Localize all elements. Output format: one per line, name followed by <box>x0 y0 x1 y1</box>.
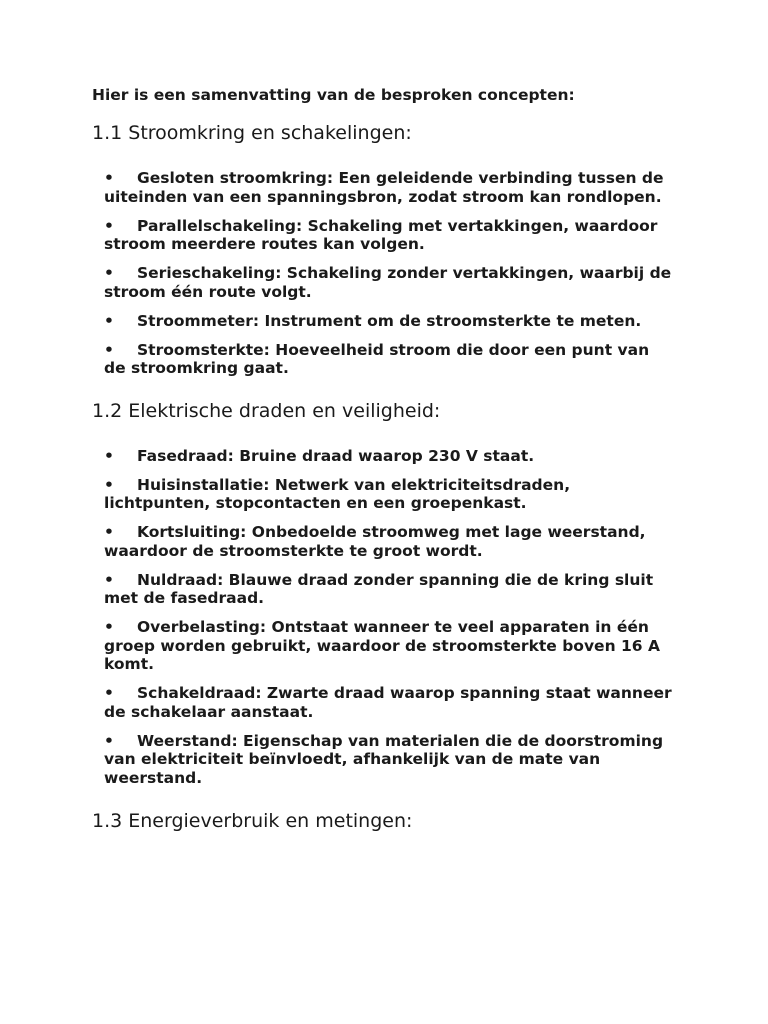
list-item-text: Fasedraad: Bruine draad waarop 230 V staat. <box>137 446 535 465</box>
section-heading-energieverbruik: 1.3 Energieverbruik en metingen: <box>92 810 413 832</box>
intro-text: Hier is een samenvatting van de besproken concepten: <box>92 86 575 104</box>
list-item-text: Stroommeter: Instrument om de stroomsterkte te meten. <box>137 311 642 330</box>
list-item <box>104 312 672 331</box>
bullet-icon: • <box>104 264 114 282</box>
list-item-text: Gesloten stroomkring: Een geleidende verbinding tussen de uiteinden van een spanningsbron, zodat stroom kan rondlopen. <box>104 169 664 206</box>
bullet-icon: • <box>104 340 114 359</box>
bullet-icon: • <box>104 475 114 494</box>
bullet-icon: • <box>104 311 114 330</box>
document-page <box>92 84 672 834</box>
bullet-icon: • <box>104 216 114 235</box>
bullet-list-stroomkring <box>92 169 672 378</box>
bullet-icon: • <box>104 618 114 636</box>
list-item-text: Weerstand: Eigenschap van materialen die de doorstroming van elektriciteit beïnvloedt, afhankelijk van de mate van weerstand. <box>104 731 664 787</box>
list-item <box>104 264 672 301</box>
bullet-icon: • <box>104 169 114 187</box>
bullet-list-draden <box>92 447 672 788</box>
list-item <box>104 217 672 254</box>
bullet-icon: • <box>104 731 114 750</box>
list-item <box>104 476 672 513</box>
list-item-text: Nuldraad: Blauwe draad zonder spanning die de kring sluit met de fasedraad. <box>104 570 654 607</box>
list-item <box>104 341 672 378</box>
section-heading-stroomkring: 1.1 Stroomkring en schakelingen: <box>92 122 412 144</box>
list-item-text: Serieschakeling: Schakeling zonder vertakkingen, waarbij de stroom één route volgt. <box>104 264 672 301</box>
list-item-text: Kortsluiting: Onbedoelde stroomweg met lage weerstand, waardoor de stroomsterkte te groot wordt. <box>104 523 646 560</box>
list-item <box>104 523 672 560</box>
list-item <box>104 618 672 674</box>
bullet-icon: • <box>104 684 114 702</box>
bullet-icon: • <box>104 570 114 589</box>
list-item <box>104 447 672 466</box>
list-item-text: Huisinstallatie: Netwerk van elektriciteitsdraden, lichtpunten, stopcontacten en een groepenkast. <box>104 475 571 512</box>
list-item <box>104 571 672 608</box>
list-item-text: Stroomsterkte: Hoeveelheid stroom die door een punt van de stroomkring gaat. <box>104 340 650 377</box>
list-item-text: Overbelasting: Ontstaat wanneer te veel apparaten in één groep worden gebruikt, waardoor de stroomsterkte boven 16 A komt. <box>104 618 660 673</box>
list-item <box>104 732 672 788</box>
list-item-text: Schakeldraad: Zwarte draad waarop spanning staat wanneer de schakelaar aanstaat. <box>104 684 672 721</box>
list-item <box>104 684 672 721</box>
list-item-text: Parallelschakeling: Schakeling met vertakkingen, waardoor stroom meerdere routes kan volgen. <box>104 216 658 253</box>
section-heading-draden: 1.2 Elektrische draden en veiligheid: <box>92 399 441 422</box>
bullet-icon: • <box>104 446 114 465</box>
list-item <box>104 169 672 206</box>
bullet-icon: • <box>104 523 114 541</box>
